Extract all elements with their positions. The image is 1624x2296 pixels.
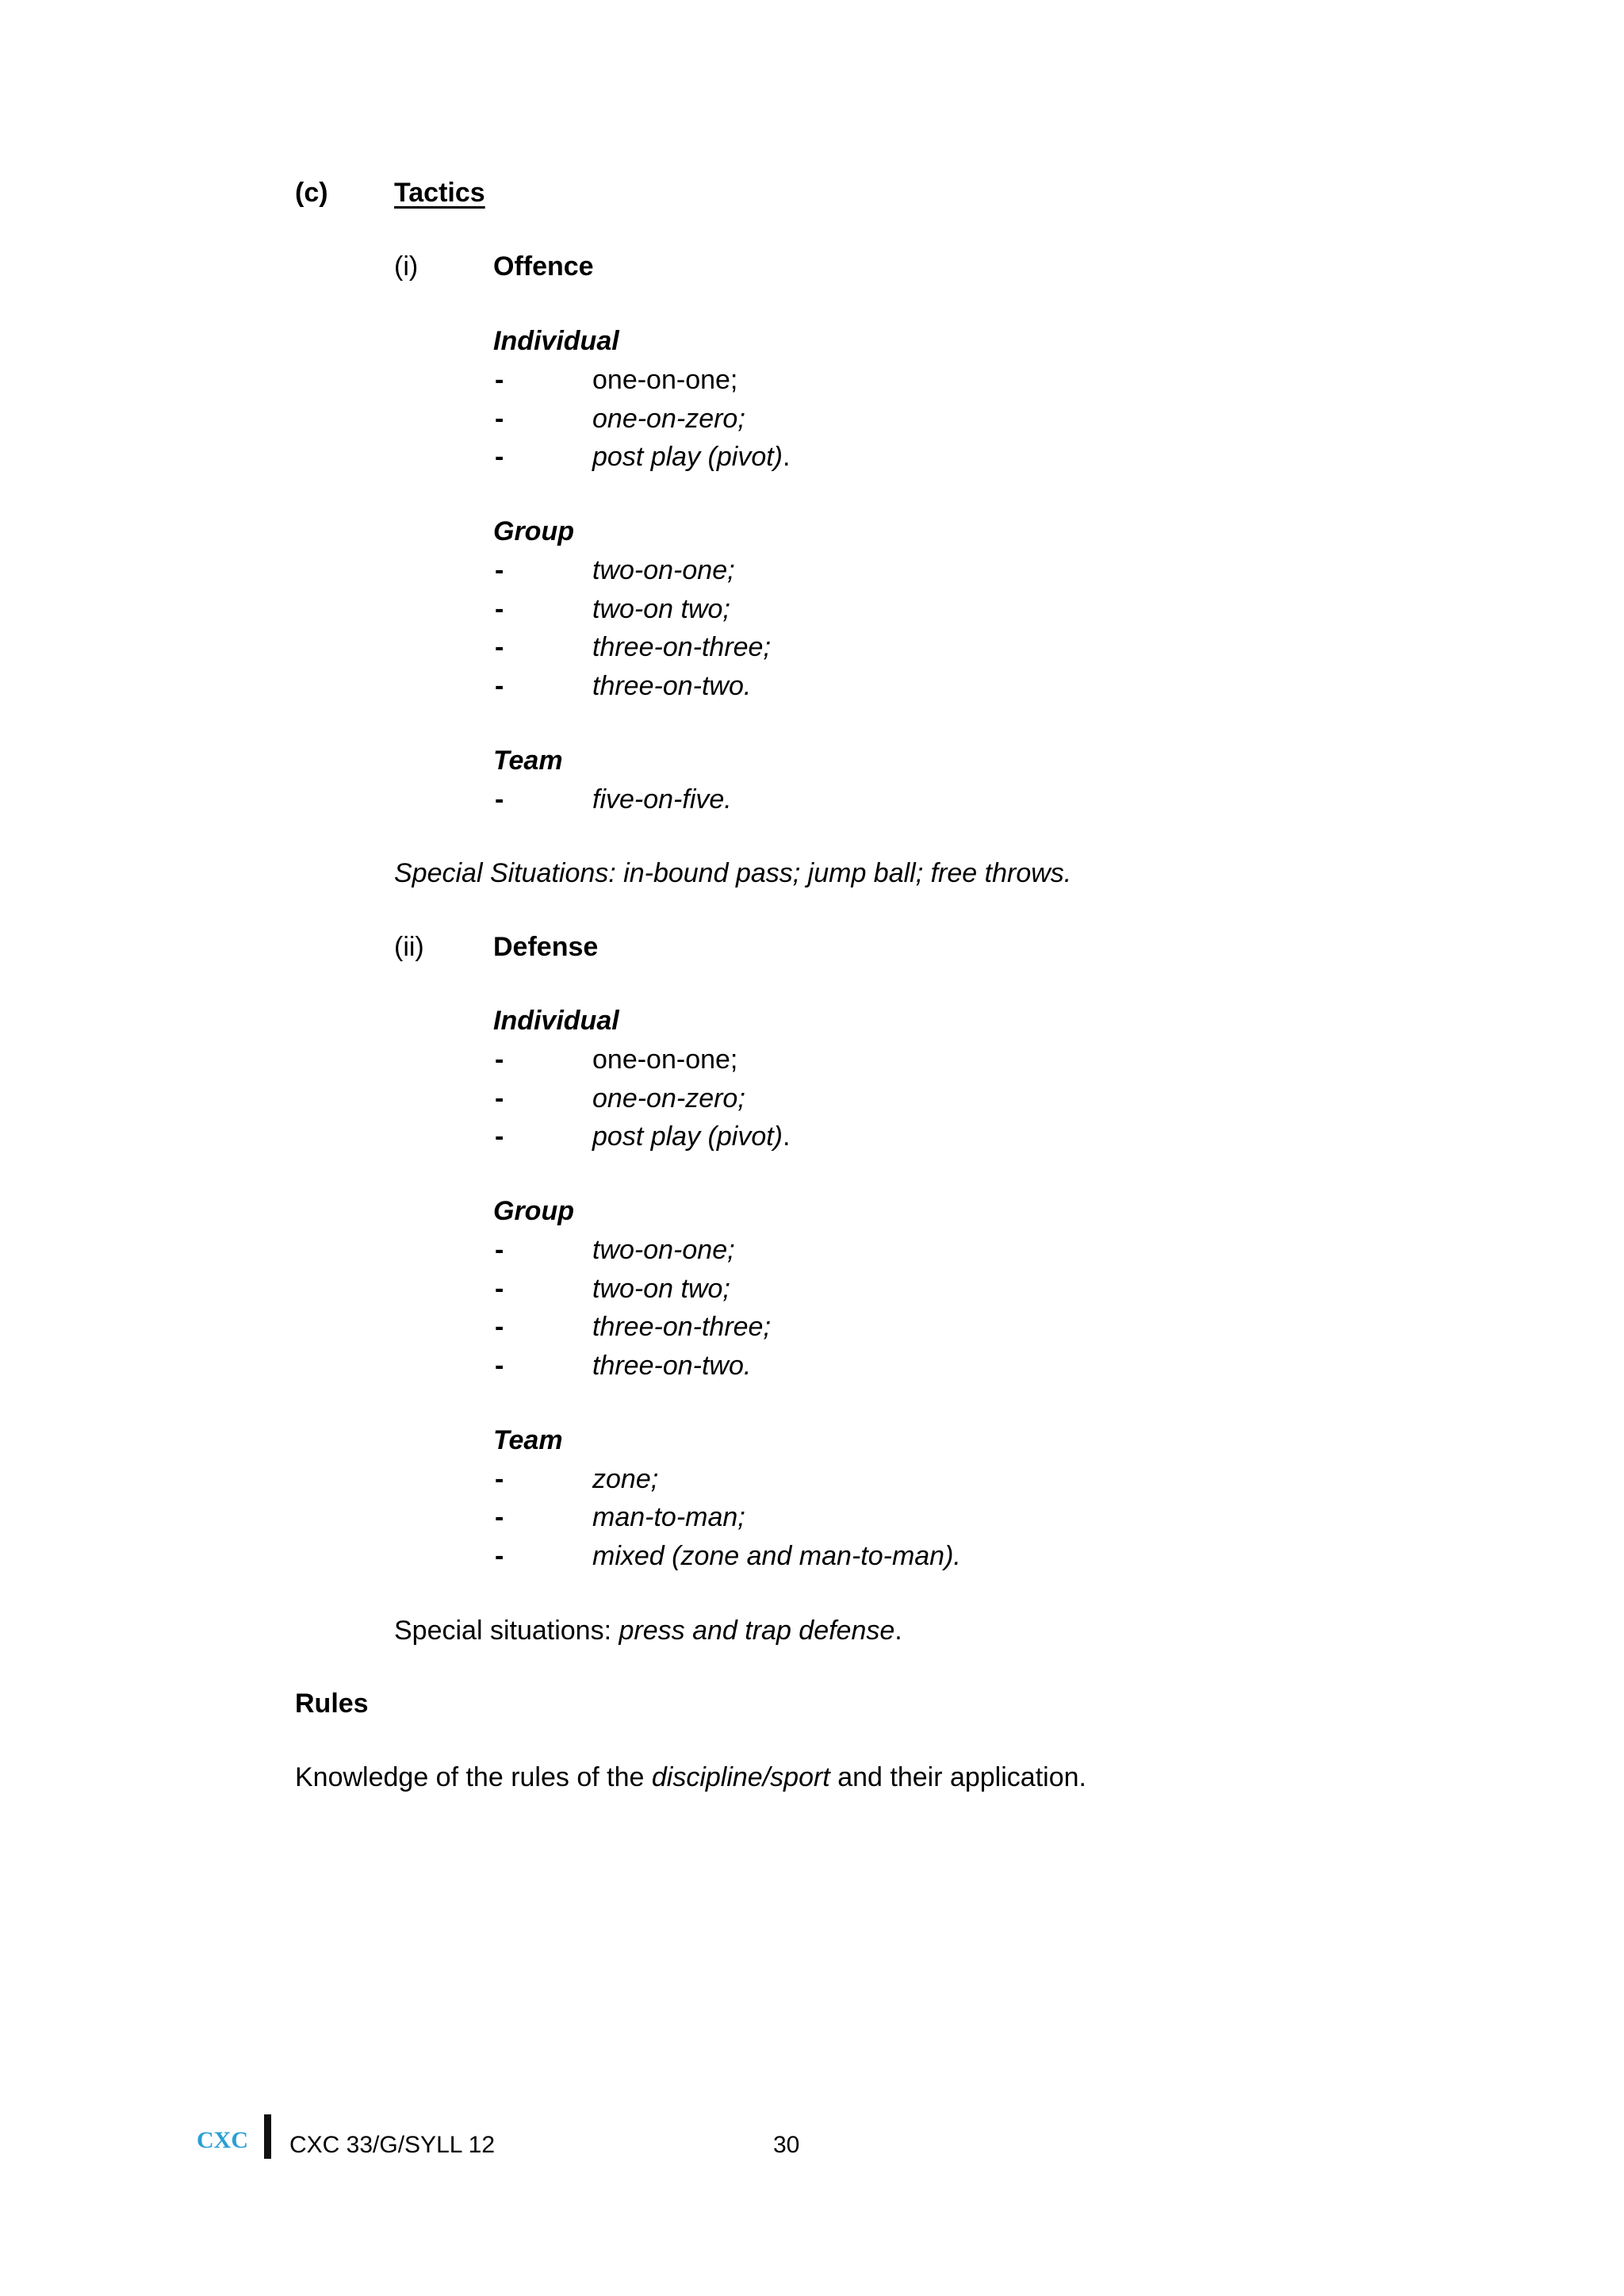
list-item: three-on-two. — [592, 1351, 752, 1381]
list-item: man-to-man; — [592, 1502, 745, 1532]
list-dash: - — [495, 1045, 504, 1075]
list-item: three-on-three; — [592, 632, 771, 662]
list-dash: - — [495, 1083, 504, 1114]
offence-title: Offence — [493, 251, 594, 282]
section-marker: (c) — [295, 178, 328, 208]
defense-title: Defense — [493, 932, 599, 962]
list-item: two-on-one; — [592, 555, 735, 585]
list-dash: - — [495, 1312, 504, 1342]
list-dash: - — [495, 442, 504, 472]
defense-special-situations — [394, 1616, 902, 1646]
list-item: two-on two; — [592, 594, 730, 624]
rules-heading: Rules — [295, 1688, 369, 1719]
defense-individual-heading: Individual — [493, 1006, 619, 1036]
offence-group-heading: Group — [493, 516, 574, 546]
list-item: one-on-one; — [592, 1045, 738, 1075]
list-item-period: . — [783, 442, 791, 472]
list-item — [592, 442, 790, 473]
list-dash: - — [495, 404, 504, 434]
list-dash: - — [495, 594, 504, 624]
special-prefix: Special situations: — [394, 1616, 619, 1646]
list-dash: - — [495, 1351, 504, 1381]
list-item: three-on-three; — [592, 1312, 771, 1342]
list-item: zone; — [592, 1464, 659, 1494]
defense-team-heading: Team — [493, 1425, 563, 1455]
list-item: one-on-one; — [592, 365, 738, 395]
offence-individual-heading: Individual — [493, 326, 619, 356]
list-dash: - — [495, 1464, 504, 1494]
list-item: three-on-two. — [592, 671, 752, 701]
footer-divider-bar — [264, 2114, 271, 2159]
defense-group-heading: Group — [493, 1196, 574, 1226]
list-dash: - — [495, 632, 504, 662]
list-item: five-on-five. — [592, 784, 732, 815]
cxc-logo — [197, 2124, 249, 2171]
list-item: one-on-zero; — [592, 1083, 745, 1114]
page-number: 30 — [773, 2132, 800, 2158]
list-item — [592, 1121, 790, 1152]
list-dash: - — [495, 1502, 504, 1532]
cxc-logo-text: CXC — [197, 2127, 248, 2153]
rules-text-italic: discipline/sport — [651, 1762, 830, 1792]
list-dash: - — [495, 1235, 504, 1265]
list-dash: - — [495, 1274, 504, 1304]
list-dash: - — [495, 365, 504, 395]
list-item-period: . — [783, 1121, 791, 1152]
list-item-text: post play (pivot) — [592, 442, 783, 472]
list-item: two-on-one; — [592, 1235, 735, 1265]
list-dash: - — [495, 1121, 504, 1152]
list-dash: - — [495, 671, 504, 701]
list-item: two-on two; — [592, 1274, 730, 1304]
section-title: Tactics — [394, 178, 485, 208]
rules-paragraph — [295, 1762, 1086, 1793]
rules-text-prefix: Knowledge of the rules of the — [295, 1762, 652, 1792]
list-item: one-on-zero; — [592, 404, 745, 434]
special-suffix: . — [894, 1616, 902, 1646]
offence-team-heading: Team — [493, 746, 563, 776]
offence-marker: (i) — [394, 251, 419, 282]
offence-special-situations: Special Situations: in-bound pass; jump ball; free throws. — [394, 858, 1072, 888]
footer-code: CXC 33/G/SYLL 12 — [289, 2132, 496, 2158]
list-dash: - — [495, 1541, 504, 1571]
list-dash: - — [495, 555, 504, 585]
rules-text-suffix: and their application. — [829, 1762, 1086, 1792]
special-italic: press and trap defense — [619, 1616, 895, 1646]
list-item-text: post play (pivot) — [592, 1121, 783, 1152]
list-item: mixed (zone and man-to-man). — [592, 1541, 961, 1571]
defense-marker: (ii) — [394, 932, 424, 962]
list-dash: - — [495, 784, 504, 815]
